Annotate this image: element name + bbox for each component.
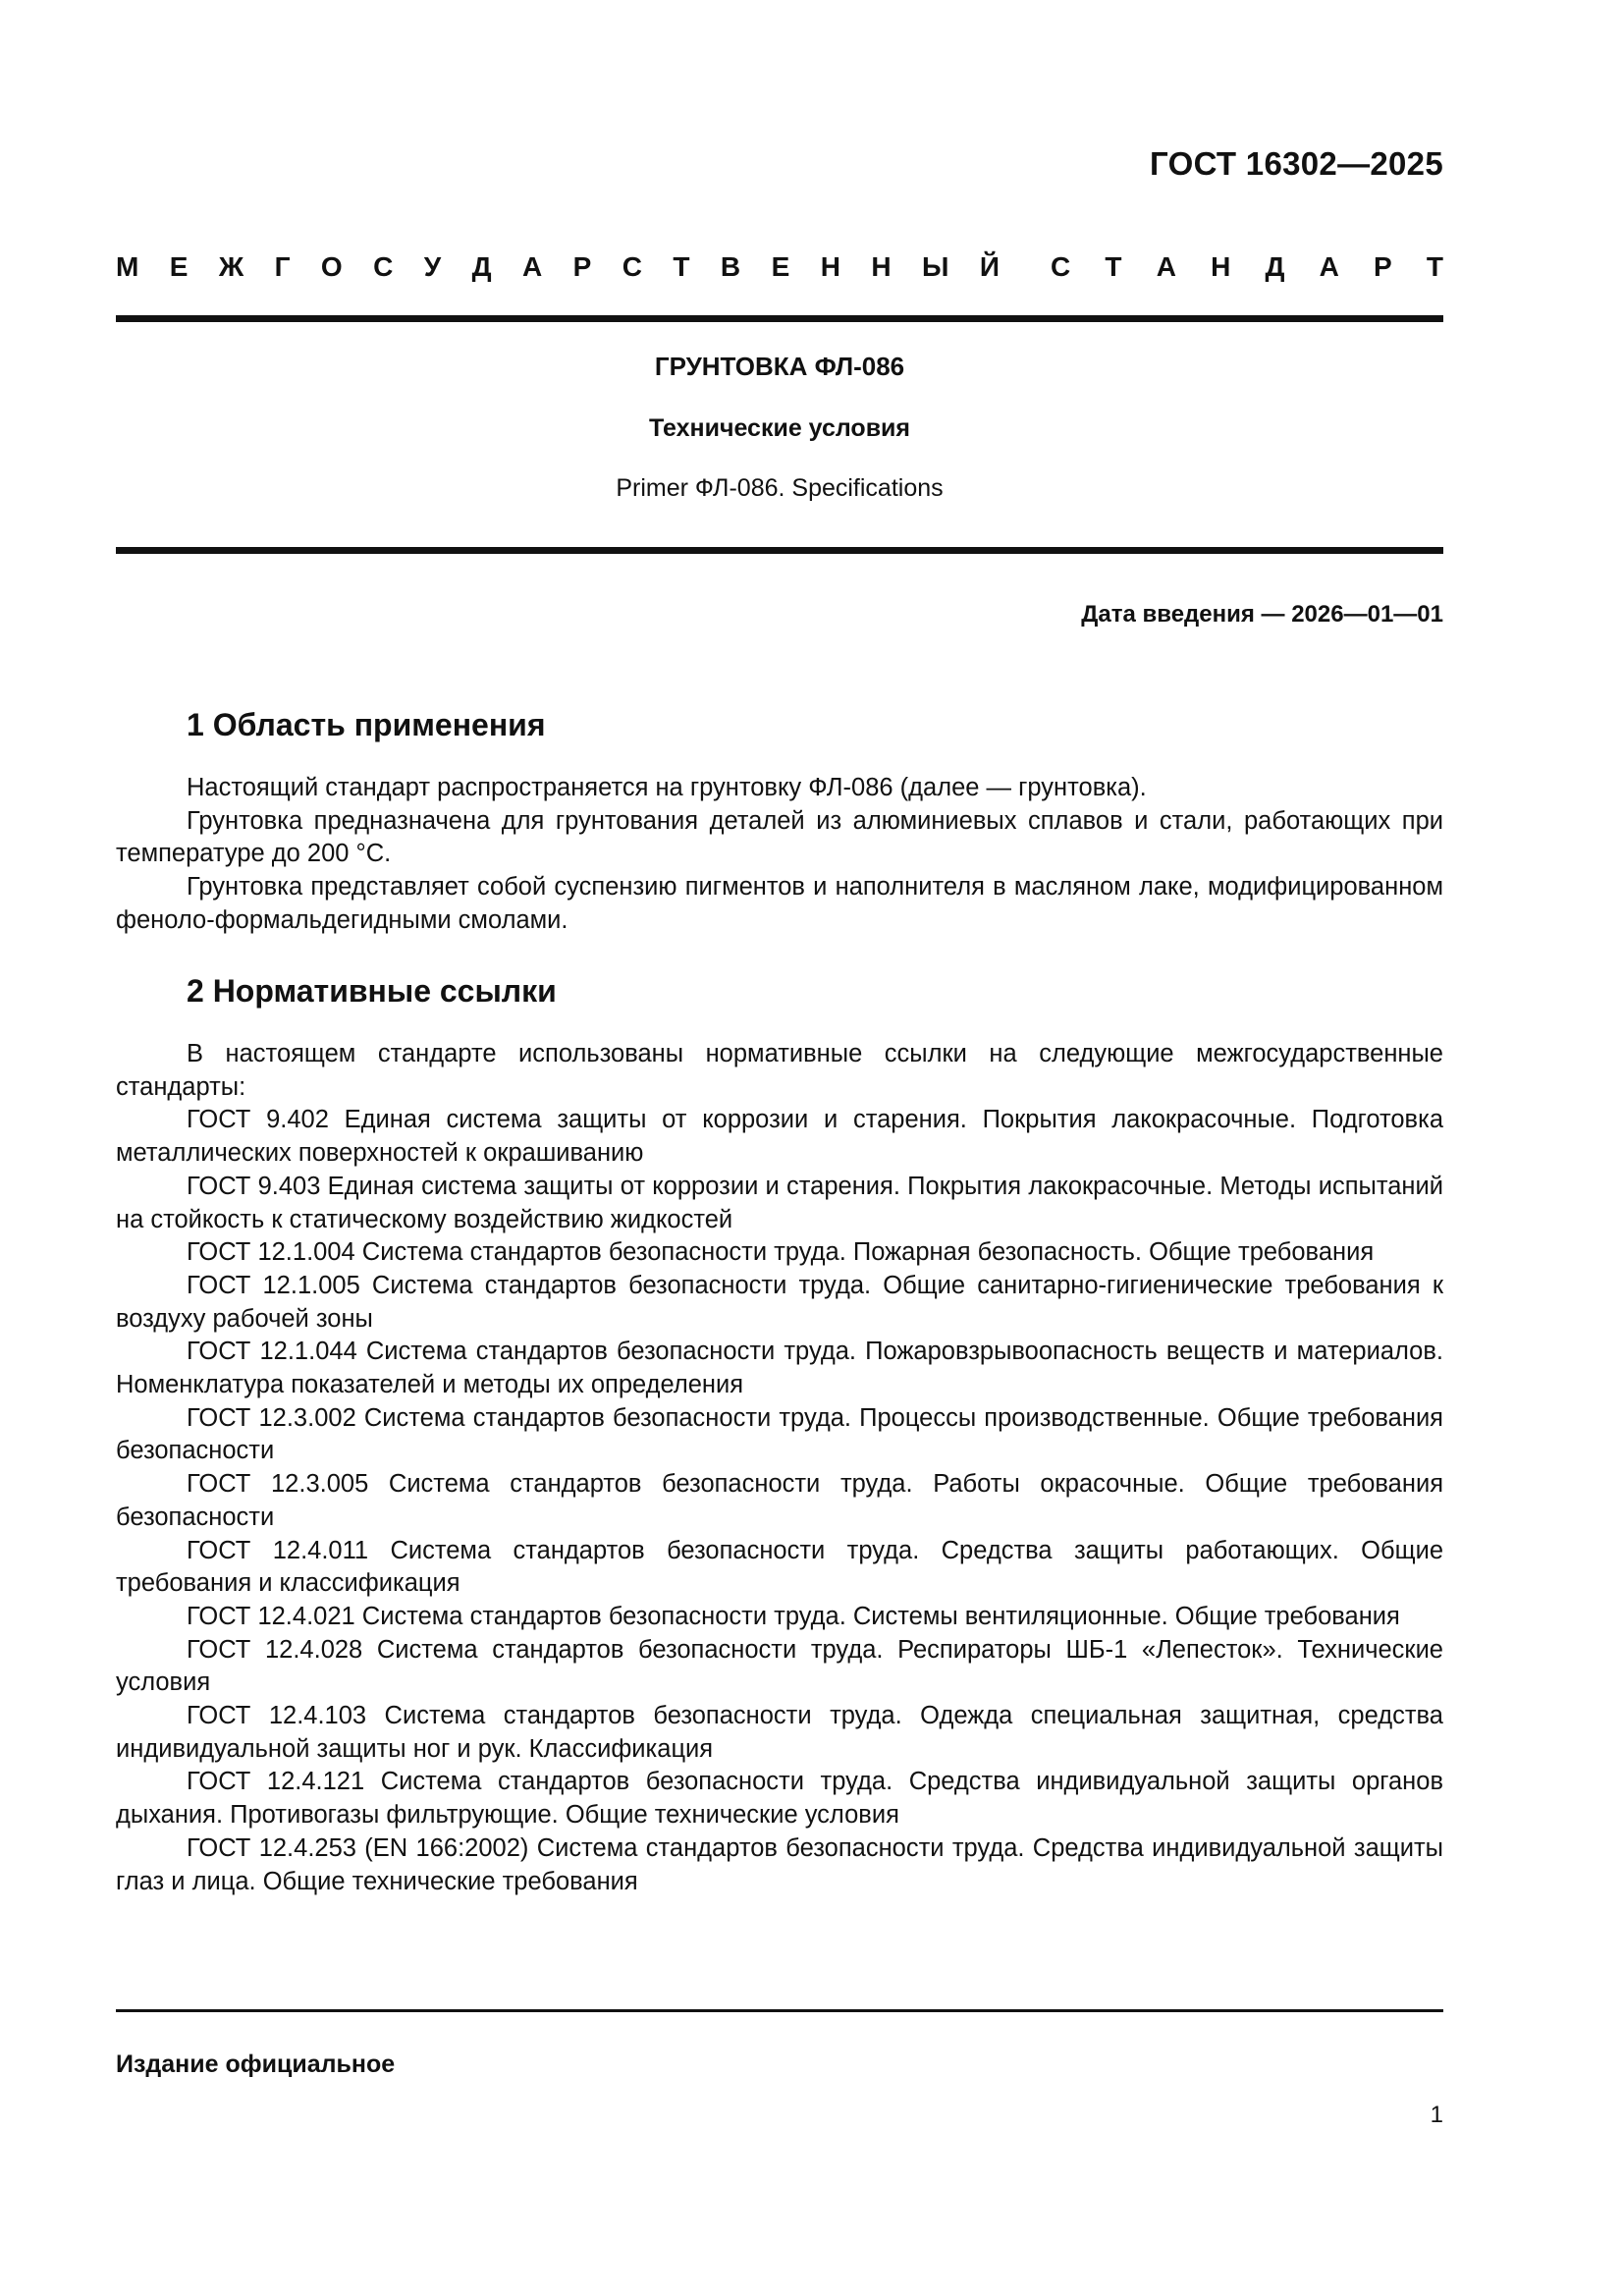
page-number: 1 (1430, 2102, 1443, 2128)
reference-item: ГОСТ 12.4.253 (EN 166:2002) Система стандартов безопасности труда. Средства индивидуальной защиты глаз и лица. Общие технические требования (116, 1833, 1443, 1895)
header-divider (116, 315, 1443, 322)
heading-letter: Т (1426, 251, 1443, 282)
reference-item: ГОСТ 12.1.004 Система стандартов безопасности труда. Пожарная безопасность. Общие требования (187, 1238, 1375, 1267)
section-2-heading: 2 Нормативные ссылки (187, 973, 557, 1009)
reference-item: ГОСТ 12.1.005 Система стандартов безопасности труда. Общие санитарно-гигиенические требования к воздуху рабочей зоны (116, 1271, 1443, 1333)
introduction-date: Дата введения — 2026—01—01 (1081, 601, 1443, 628)
heading-letter: Е (169, 251, 189, 282)
section-2-intro: В настоящем стандарте использованы нормативные ссылки на следующие межгосударственные стандарты: (116, 1040, 1443, 1101)
standard-type-word-1 (116, 251, 1000, 283)
reference-item: ГОСТ 12.3.002 Система стандартов безопасности труда. Процессы производственные. Общие требования безопасности (116, 1403, 1443, 1465)
heading-letter: С (622, 251, 642, 282)
heading-letter: Ы (922, 251, 949, 282)
heading-letter: А (1319, 251, 1339, 282)
reference-item: ГОСТ 12.4.103 Система стандартов безопасности труда. Одежда специальная защитная, средства индивидуальной защиты ног и рук. Классификация (116, 1702, 1443, 1763)
reference-item: ГОСТ 12.1.044 Система стандартов безопасности труда. Пожаровзрывоопасность веществ и материалов. Номенклатура показателей и методы их определения (116, 1338, 1443, 1399)
heading-letter: С (1051, 251, 1071, 282)
reference-item: ГОСТ 9.403 Единая система защиты от коррозии и старения. Покрытия лакокрасочные. Методы испытаний на стойкость к статическому воздействию жидкостей (116, 1172, 1443, 1233)
section-1-paragraph: Грунтовка представляет собой суспензию пигментов и наполнителя в масляном лаке, модифицированном феноло-формальдегидными смолами. (116, 873, 1443, 934)
edition-label: Издание официальное (116, 2050, 396, 2078)
reference-item: ГОСТ 12.4.028 Система стандартов безопасности труда. Респираторы ШБ-1 «Лепесток». Технические условия (116, 1635, 1443, 1697)
section-1-body (116, 772, 1443, 938)
heading-letter: У (423, 251, 442, 282)
section-2-body (116, 1038, 1443, 1898)
reference-item: ГОСТ 9.402 Единая система защиты от коррозии и старения. Покрытия лакокрасочные. Подготовка металлических поверхностей к окрашиванию (116, 1106, 1443, 1168)
heading-letter: М (116, 251, 139, 282)
document-number: ГОСТ 16302—2025 (1150, 145, 1443, 182)
heading-letter: А (1156, 251, 1176, 282)
heading-letter: Т (673, 251, 690, 282)
reference-item: ГОСТ 12.4.121 Система стандартов безопасности труда. Средства индивидуальной защиты органов дыхания. Противогазы фильтрующие. Общие технические условия (116, 1768, 1443, 1830)
heading-letter: Д (471, 251, 492, 282)
heading-letter: Г (274, 251, 291, 282)
standard-title: ГРУНТОВКА ФЛ-086 (654, 352, 905, 381)
heading-letter: А (521, 251, 543, 282)
heading-letter: В (720, 251, 741, 282)
heading-letter: Р (572, 251, 592, 282)
english-title: Primer ФЛ-086. Specifications (616, 474, 944, 502)
title-divider (116, 547, 1443, 554)
section-1-paragraph: Настоящий стандарт распространяется на грунтовку ФЛ-086 (далее — грунтовка). (187, 774, 1147, 801)
heading-letter: Ж (218, 251, 244, 282)
heading-letter: О (320, 251, 343, 282)
heading-letter: Р (1374, 251, 1392, 282)
heading-letter: Й (979, 251, 1000, 282)
footer-divider (116, 2009, 1443, 2012)
standard-subtitle: Технические условия (648, 414, 911, 442)
standard-type-heading (116, 251, 1443, 283)
standard-type-word-2 (1051, 251, 1443, 283)
section-1-paragraph: Грунтовка предназначена для грунтования деталей из алюминиевых сплавов и стали, работающих при температуре до 200 °С. (116, 806, 1443, 868)
heading-letter: С (373, 251, 394, 282)
reference-item: ГОСТ 12.4.011 Система стандартов безопасности труда. Средства защиты работающих. Общие требования и классификация (116, 1536, 1443, 1598)
section-1-heading: 1 Область применения (187, 707, 546, 742)
reference-item: ГОСТ 12.4.021 Система стандартов безопасности труда. Системы вентиляционные. Общие требования (187, 1602, 1400, 1630)
heading-letter: Н (1211, 251, 1231, 282)
word-gap (1000, 251, 1051, 283)
heading-letter: Н (871, 251, 892, 282)
heading-letter: Т (1105, 251, 1122, 282)
reference-item: ГОСТ 12.3.005 Система стандартов безопасности труда. Работы окрасочные. Общие требования безопасности (116, 1470, 1443, 1531)
heading-letter: Е (771, 251, 790, 282)
heading-letter: Д (1265, 251, 1285, 282)
heading-letter: Н (820, 251, 840, 282)
